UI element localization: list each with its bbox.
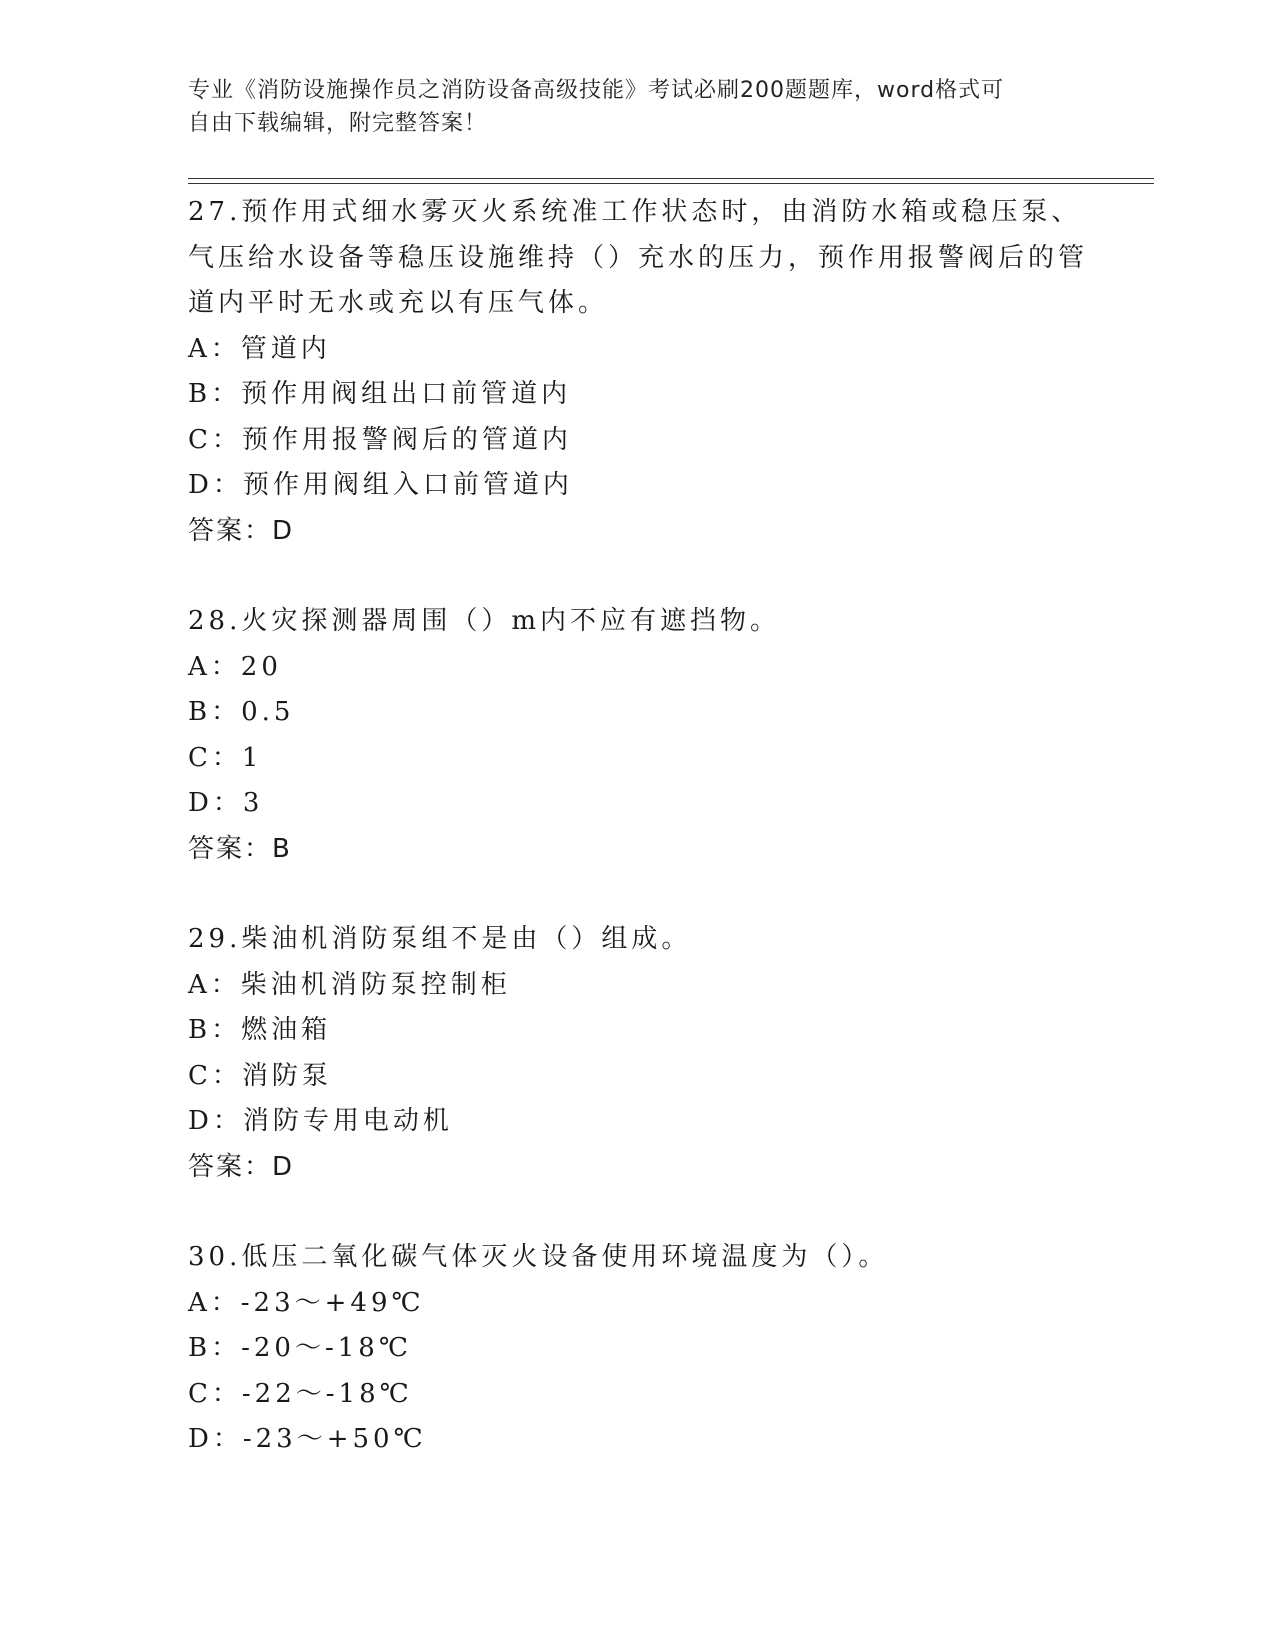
answer-line: 答案：D <box>188 515 295 546</box>
question-text: 28.火灾探测器周围（）m内不应有遮挡物。 <box>188 606 781 636</box>
option-c: C：1 <box>188 742 263 773</box>
question-list <box>188 190 1088 1463</box>
option-c: C：预作用报警阀后的管道内 <box>188 424 572 455</box>
header-line-2: 自由下载编辑，附完整答案！ <box>188 111 488 136</box>
option-d: D：消防专用电动机 <box>188 1106 453 1136</box>
option-c: C：消防泵 <box>188 1060 332 1091</box>
header-divider-top <box>188 178 1154 179</box>
option-d: D：预作用阀组入口前管道内 <box>188 470 573 500</box>
answer-line: 答案：D <box>188 1151 295 1182</box>
option-d: D：-23～+50℃ <box>188 1424 427 1454</box>
question-28 <box>188 599 1088 872</box>
question-29 <box>188 917 1088 1190</box>
option-a: A：20 <box>188 651 282 682</box>
question-text: 27.预作用式细水雾灭火系统准工作状态时，由消防水箱或稳压泵、气压给水设备等稳压设施维持（）充水的压力，预作用报警阀后的管道内平时无水或充以有压气体。 <box>188 197 1089 318</box>
document-header <box>188 74 1068 140</box>
question-27 <box>188 190 1088 554</box>
question-text: 30.低压二氧化碳气体灭火设备使用环境温度为（）。 <box>188 1242 889 1272</box>
header-line-1: 专业《消防设施操作员之消防设备高级技能》考试必刷200题题库，word格式可 <box>188 78 1005 103</box>
option-a: A：管道内 <box>188 333 331 364</box>
question-30 <box>188 1235 1088 1463</box>
option-b: B：预作用阀组出口前管道内 <box>188 379 572 409</box>
header-divider-bottom <box>188 183 1154 184</box>
question-text: 29.柴油机消防泵组不是由（）组成。 <box>188 924 692 954</box>
answer-line: 答案：B <box>188 833 292 864</box>
option-c: C：-22～-18℃ <box>188 1378 413 1409</box>
option-a: A：柴油机消防泵控制柜 <box>188 969 511 1000</box>
option-d: D：3 <box>188 788 264 818</box>
option-a: A：-23～+49℃ <box>188 1287 425 1318</box>
option-b: B：-20～-18℃ <box>188 1333 412 1363</box>
option-b: B：燃油箱 <box>188 1015 332 1045</box>
option-b: B：0.5 <box>188 697 295 727</box>
